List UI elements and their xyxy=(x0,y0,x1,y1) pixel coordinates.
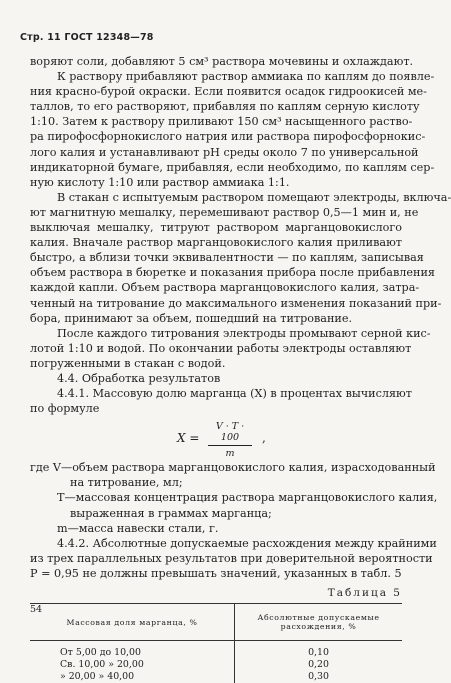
formula xyxy=(30,418,402,460)
text-block-main xyxy=(30,54,402,416)
formula-lhs: X = xyxy=(177,431,199,445)
table-cell-range: От 5,00 до 10,00 xyxy=(30,641,235,660)
text-line: ют магнитную мешалку, перемешивают раствор 0,5—1 мин и, не xyxy=(30,205,402,220)
text-line: воряют соли, добавляют 5 см³ раствора мочевины и охлаждают. xyxy=(30,54,402,69)
text-line: P = 0,95 не должны превышать значений, указанных в табл. 5 xyxy=(30,566,402,581)
formula-numerator: V · T · 100 xyxy=(208,421,252,443)
table-caption: Таблица 5 xyxy=(30,587,402,601)
text-line: где V—объем раствора марганцовокислого калия, израсходованный xyxy=(30,460,402,475)
text-line: таллов, то его растворяют, прибавляя по каплям серную кислоту xyxy=(30,99,402,114)
text-line: ра пирофосфорнокислого натрия или раствора пирофосфорнокис- xyxy=(30,129,402,144)
text-line: на титрование, мл; xyxy=(30,475,402,490)
text-line: выраженная в граммах марганца; xyxy=(30,506,402,521)
text-line: m—масса навески стали, г. xyxy=(30,521,402,536)
table-row xyxy=(30,671,402,683)
table-body xyxy=(30,641,402,683)
table-cell-value: 0,10 xyxy=(235,641,403,660)
table-cell-value: 0,30 xyxy=(235,671,403,683)
formula-comma: , xyxy=(262,431,266,445)
page-number: 54 xyxy=(30,604,42,615)
text-line: T—массовая концентрация раствора марганцовокислого калия, xyxy=(30,490,402,505)
text-line: лотой 1:10 и водой. По окончании работы электроды оставляют xyxy=(30,341,402,356)
text-line: ния красно-бурой окраски. Если появится осадок гидроокисей ме- xyxy=(30,84,402,99)
text-line: 1:10. Затем к раствору приливают 150 см³ насыщенного раство- xyxy=(30,114,402,129)
text-line: погруженными в стакан с водой. xyxy=(30,356,402,371)
text-line: 4.4. Обработка результатов xyxy=(30,371,402,386)
tolerance-table xyxy=(30,603,402,683)
text-line: быстро, а вблизи точки эквивалентности — по каплям, записывая xyxy=(30,250,402,265)
table-cell-range: » 20,00 » 40,00 xyxy=(30,671,235,683)
document-body xyxy=(30,54,402,683)
text-line: каждой капли. Объем раствора марганцовокислого калия, затра- xyxy=(30,280,402,295)
table-header-mass-fraction: Массовая доля марганца, % xyxy=(30,604,235,641)
text-line: ченный на титрование до максимального изменения показаний при- xyxy=(30,296,402,311)
formula-fraction xyxy=(208,421,252,459)
text-line: 4.4.2. Абсолютные допускаемые расхождения между крайними xyxy=(30,536,402,551)
text-line: объем раствора в бюретке и показания прибора после прибавления xyxy=(30,265,402,280)
text-line: по формуле xyxy=(30,401,402,416)
table-row xyxy=(30,641,402,660)
formula-denominator: m xyxy=(208,448,252,459)
table-header-tolerance: Абсолютные допускаемые расхождения, % xyxy=(235,604,403,641)
text-line: К раствору прибавляют раствор аммиака по каплям до появле- xyxy=(30,69,402,84)
page-header: Стр. 11 ГОСТ 12348—78 xyxy=(20,32,154,43)
text-block-definitions xyxy=(30,460,402,581)
text-line: ную кислоту 1:10 или раствор аммиака 1:1. xyxy=(30,175,402,190)
text-line: После каждого титрования электроды промывают серной кис- xyxy=(30,326,402,341)
table-cell-value: 0,20 xyxy=(235,659,403,671)
fraction-bar xyxy=(208,445,252,446)
table-cell-range: Св. 10,00 » 20,00 xyxy=(30,659,235,671)
text-line: бора, принимают за объем, пошедший на титрование. xyxy=(30,311,402,326)
text-line: лого калия и устанавливают pH среды около 7 по универсальной xyxy=(30,145,402,160)
text-line: калия. Вначале раствор марганцовокислого калия приливают xyxy=(30,235,402,250)
text-line: из трех параллельных результатов при доверительной вероятности xyxy=(30,551,402,566)
text-line: выключая мешалку, титруют раствором марганцовокислого xyxy=(30,220,402,235)
table-row xyxy=(30,659,402,671)
text-line: индикаторной бумаге, прибавляя, если необходимо, по каплям сер- xyxy=(30,160,402,175)
text-line: В стакан с испытуемым раствором помещают электроды, включа- xyxy=(30,190,402,205)
table-header-row xyxy=(30,604,402,641)
text-line: 4.4.1. Массовую долю марганца (X) в процентах вычисляют xyxy=(30,386,402,401)
